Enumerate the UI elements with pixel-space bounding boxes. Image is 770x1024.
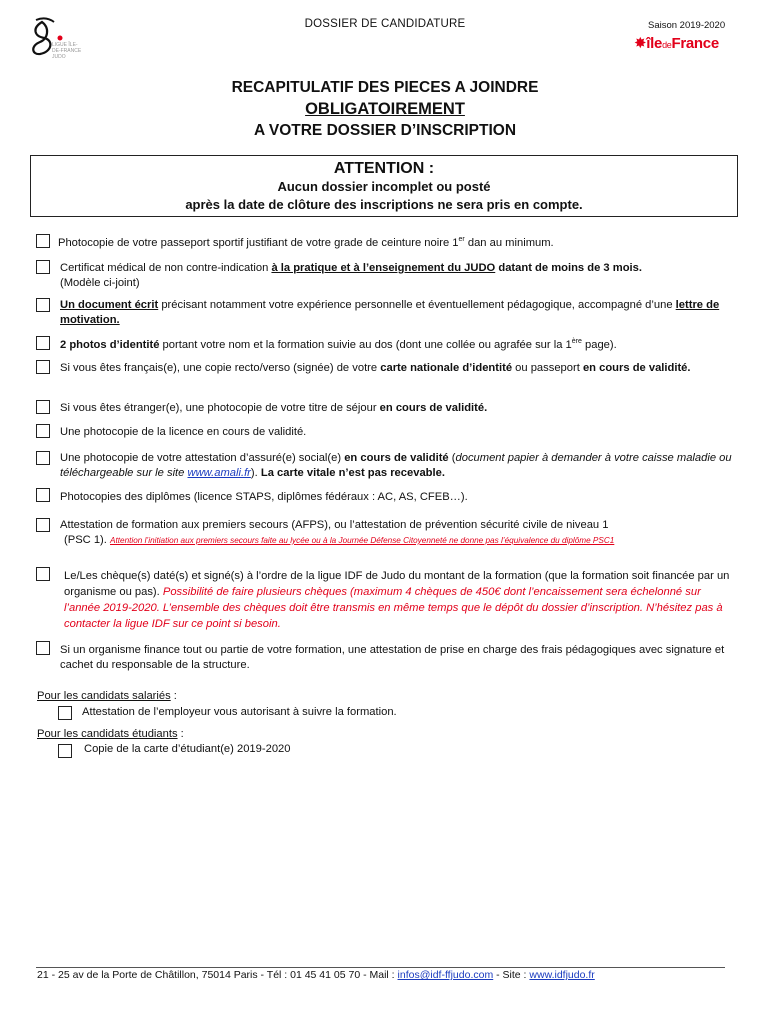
attention-line-2: après la date de clôture des inscriptions ne sera pris en compte. xyxy=(185,197,583,212)
page-title-line-2: OBLIGATOIREMENT xyxy=(305,100,465,118)
checkbox-carte-etudiant[interactable] xyxy=(58,744,72,758)
footer-contact: 21 - 25 av de la Porte de Châtillon, 75014 Paris - Tél : 01 45 41 05 70 - Mail : infos@idf-ffjudo.com - Site : www.idfjudo.fr xyxy=(37,969,595,981)
attention-line-1: Aucun dossier incomplet ou posté xyxy=(277,179,491,194)
attention-box xyxy=(30,155,738,217)
ile-de-france-star-icon: ✸ xyxy=(634,35,647,52)
checkbox-attestation-employeur[interactable] xyxy=(58,706,72,720)
section-etudiants: Pour les candidats étudiants : xyxy=(37,728,184,740)
list-item: Si vous êtes français(e), une copie recto/verso (signée) de votre carte nationale d’identité ou passeport en cours de validité. xyxy=(60,362,691,374)
section-salaries: Pour les candidats salariés : xyxy=(37,690,177,702)
list-item: Si un organisme finance tout ou partie de votre formation, une attestation de prise en charge des frais pédagogiques avec signature et cachet du responsable de la structure. xyxy=(60,644,725,671)
list-item: Photocopies des diplômes (licence STAPS, diplômes fédéraux : AC, AS, CFEB…). xyxy=(60,491,468,503)
logo-part-ile: île xyxy=(646,35,663,52)
footer-site-link[interactable]: www.idfjudo.fr xyxy=(529,969,595,981)
checkbox-titre-sejour[interactable] xyxy=(36,400,50,414)
checkbox-certificat[interactable] xyxy=(36,260,50,274)
checkbox-licence[interactable] xyxy=(36,424,50,438)
list-item: Photocopie de votre passeport sportif justifiant de votre grade de ceinture noire 1er dan au minimum. xyxy=(58,236,554,249)
list-item: Une photocopie de la licence en cours de validité. xyxy=(60,426,307,438)
list-item: Une photocopie de votre attestation d’assuré(e) social(e) en cours de validité (document papier à demander à votre caisse maladie ou téléchargeable sur le site www.amali.fr). La carte vitale n’est pas recevable. xyxy=(60,452,732,479)
document-header-title: DOSSIER DE CANDIDATURE xyxy=(304,18,466,30)
checkbox-assure-social[interactable] xyxy=(36,451,50,465)
list-item: 2 photos d’identité portant votre nom et la formation suivie au dos (dont une collée ou agrafée sur la 1ère page). xyxy=(60,338,617,351)
attention-heading: ATTENTION : xyxy=(333,160,435,177)
season-label: Saison 2019-2020 xyxy=(648,20,726,31)
page-title-line-3: A VOTRE DOSSIER D’INSCRIPTION xyxy=(253,122,517,139)
checkbox-cheques[interactable] xyxy=(36,567,50,581)
list-item: Copie de la carte d’étudiant(e) 2019-2020 xyxy=(84,743,291,755)
checkbox-passeport[interactable] xyxy=(36,234,50,248)
checkbox-organisme[interactable] xyxy=(36,641,50,655)
list-item: Attestation de l’employeur vous autorisant à suivre la formation. xyxy=(82,706,397,718)
checkbox-document-ecrit[interactable] xyxy=(36,298,50,312)
list-item: Un document écrit précisant notamment votre expérience personnelle et éventuellement pédagogique, accompagné d’une lettre de motivation. xyxy=(60,299,720,326)
page-title-line-1: RECAPITULATIF DES PIECES A JOINDRE xyxy=(231,79,539,96)
judo-logo-text: LIGUE ÎLE-DE-FRANCE JUDO xyxy=(52,42,82,60)
logo-part-france: France xyxy=(671,35,719,52)
list-item: Le/Les chèque(s) daté(s) et signé(s) à l’ordre de la ligue IDF de Judo du montant de la formation (que la formation soit financée par un organisme ou pas). Possibilité de faire plusieurs chèques (maximum 4 chèques de 450€ dont l’encaissement sera échelonné sur l’année 2019-2020. L’ensemble des chèques doit être transmis en même temps que le dépôt du dossier d’inscription. N’hésitez pas à contacter la ligue IDF sur ce point si besoin. xyxy=(64,570,730,630)
checkbox-premiers-secours[interactable] xyxy=(36,518,50,532)
checkbox-carte-identite[interactable] xyxy=(36,360,50,374)
logo-part-de: de xyxy=(662,40,672,50)
ile-de-france-logo xyxy=(634,34,719,52)
list-item: Certificat médical de non contre-indication à la pratique et à l’enseignement du JUDO datant de moins de 3 mois. (Modèle ci-joint) xyxy=(60,262,642,289)
psc1-warning-note: Attention l’initiation aux premiers secours faite au lycée ou à la Journée Défense Citoyenneté ne donne pas l’équivalence du diplôme PSC1 xyxy=(110,536,615,545)
footer-mail-link[interactable]: infos@idf-ffjudo.com xyxy=(397,969,494,981)
list-item: Attestation de formation aux premiers secours (AFPS), ou l’attestation de prévention sécurité civile de niveau 1 (PSC 1). Attention l’initiation aux premiers secours faite au lycée ou à la Journée Défense Citoyenneté ne donne pas l’équivalence du diplôme PSC1 xyxy=(60,519,615,546)
amali-link[interactable]: www.amali.fr xyxy=(187,467,251,479)
checkbox-photos[interactable] xyxy=(36,336,50,350)
footer-divider xyxy=(36,967,725,968)
checkbox-diplomes[interactable] xyxy=(36,488,50,502)
list-item: Si vous êtes étranger(e), une photocopie de votre titre de séjour en cours de validité. xyxy=(60,402,488,414)
